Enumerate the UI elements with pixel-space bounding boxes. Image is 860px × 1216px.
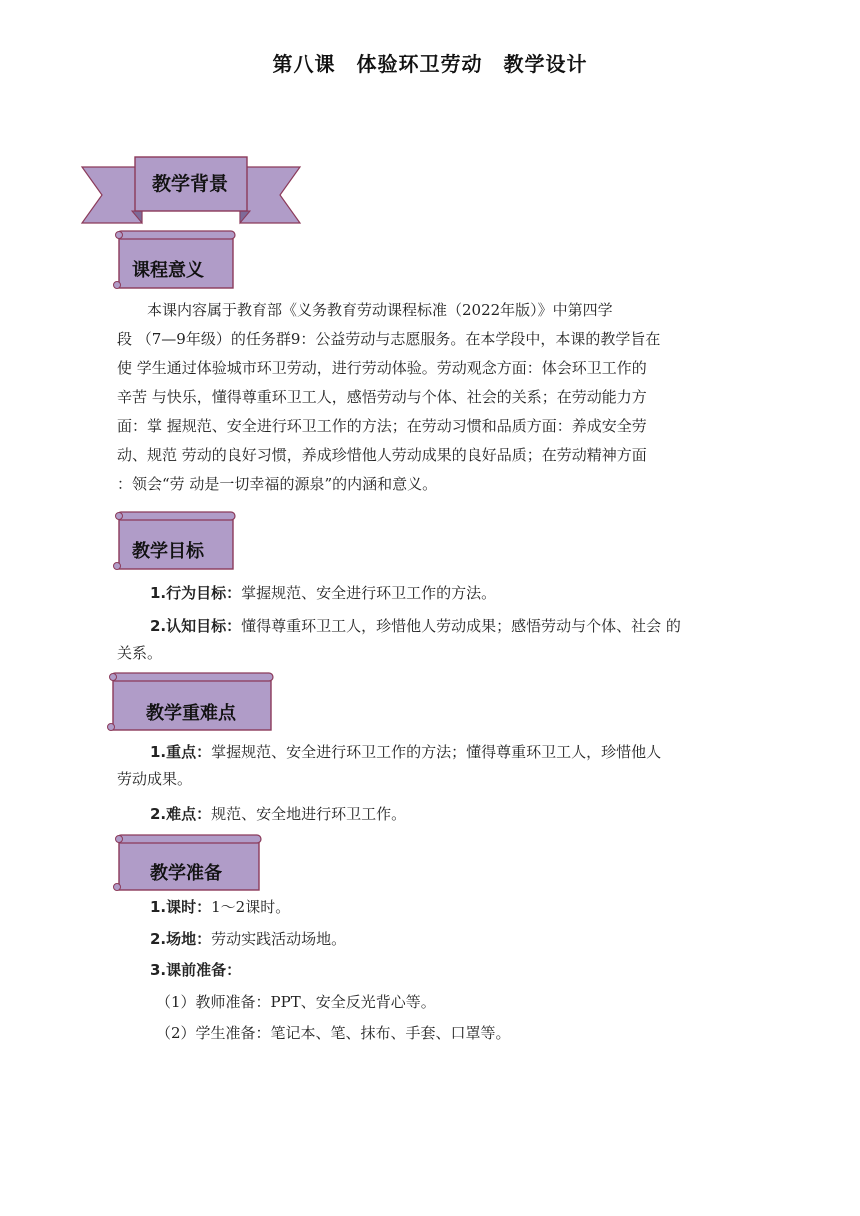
section-heading-keypoints <box>106 672 274 732</box>
keypoint-item-2: 2.难点：规范、安全地进行环卫工作。 <box>150 805 407 823</box>
prep-item-1: 1.课时：1～2课时。 <box>150 898 291 916</box>
significance-line-2: 段 （7—9年级）的任务群9：公益劳动与志愿服务。在本学段中，本课的教学旨在 <box>117 330 661 348</box>
section-heading-label: 教学目标 <box>132 541 204 562</box>
significance-line-3: 使 学生通过体验城市环卫劳动，进行劳动体验。劳动观念方面：体会环卫工作的 <box>117 359 647 377</box>
goal-item-2: 2.认知目标：懂得尊重环卫工人，珍惜他人劳动成果；感悟劳动与个体、社会 的 <box>150 617 681 635</box>
section-ribbon-banner <box>80 155 302 229</box>
section-heading-preparation <box>112 834 262 892</box>
ribbon-label: 教学背景 <box>151 173 228 195</box>
significance-line-7: ：领会“劳 动是一切幸福的源泉”的内涵和意义。 <box>117 475 438 493</box>
prep-item-2: 2.场地：劳动实践活动场地。 <box>150 930 347 948</box>
prep-subitem-2: （2）学生准备：笔记本、笔、抹布、手套、口罩等。 <box>156 1024 511 1042</box>
goal-item-1: 1.行为目标：掌握规范、安全进行环卫工作的方法。 <box>150 584 497 602</box>
significance-line-1: 本课内容属于教育部《义务教育劳动课程标准（2022年版）》中第四学 <box>147 301 613 319</box>
keypoint-item-1: 1.重点：掌握规范、安全进行环卫工作的方法；懂得尊重环卫工人，珍惜他人 <box>150 743 662 761</box>
section-heading-significance <box>112 230 236 290</box>
section-heading-label: 教学准备 <box>150 863 222 884</box>
section-heading-label: 教学重难点 <box>146 703 236 724</box>
prep-subitem-1: （1）教师准备：PPT、安全反光背心等。 <box>156 993 436 1011</box>
page-title: 第八课 体验环卫劳动 教学设计 <box>272 52 588 76</box>
significance-line-4: 辛苦 与快乐，懂得尊重环卫工人，感悟劳动与个体、社会的关系；在劳动能力方 <box>117 388 647 406</box>
significance-line-5: 面：掌 握规范、安全进行环卫工作的方法；在劳动习惯和品质方面：养成安全劳 <box>117 417 647 435</box>
significance-line-6: 动、规范 劳动的良好习惯，养成珍惜他人劳动成果的良好品质；在劳动精神方面 <box>117 446 647 464</box>
prep-item-3: 3.课前准备： <box>150 961 242 979</box>
section-heading-goals <box>112 511 236 571</box>
keypoint-item-1-cont: 劳动成果。 <box>117 770 193 788</box>
goal-item-2-cont: 关系。 <box>117 644 163 662</box>
section-heading-label: 课程意义 <box>132 260 204 281</box>
